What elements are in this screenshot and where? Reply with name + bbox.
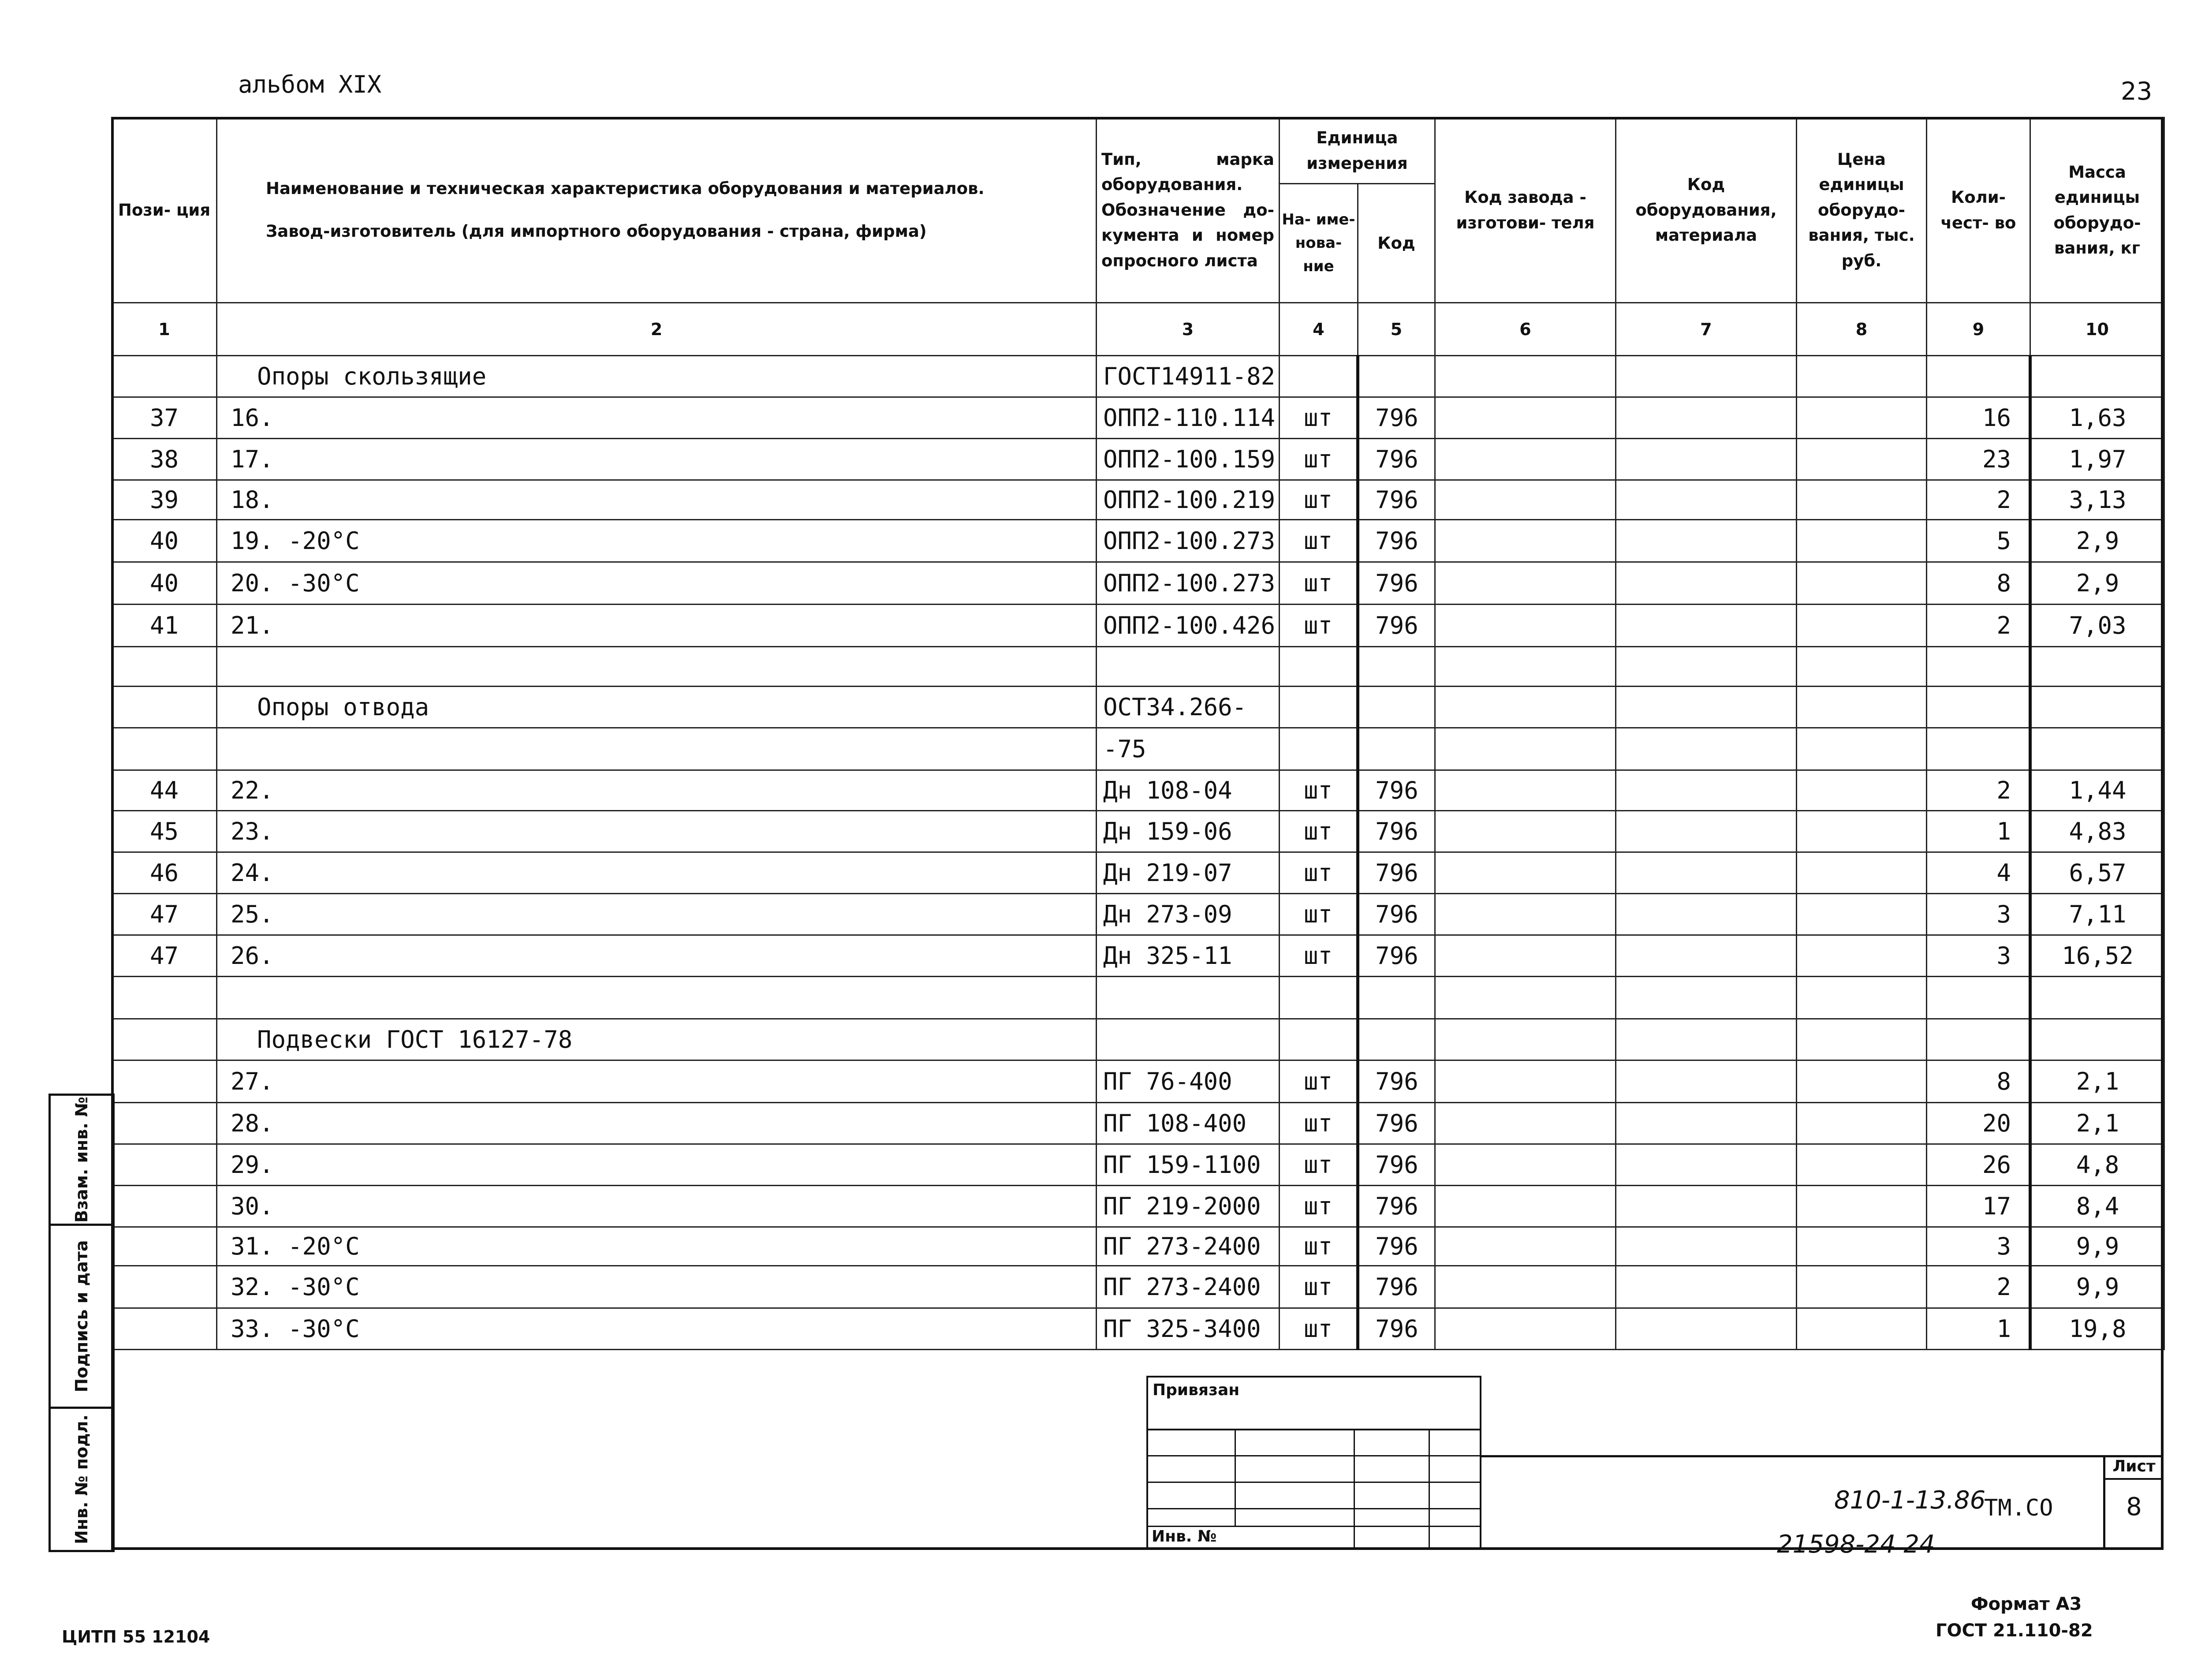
type-cell: Дн 273-09 bbox=[1097, 894, 1280, 935]
type-cell: ОПП2-100.426 bbox=[1097, 605, 1280, 647]
col-number: 9 bbox=[1927, 303, 2030, 356]
col6-header: Код завода - изготови- теля bbox=[1435, 118, 1616, 303]
unit-header: Единица измерения bbox=[1280, 118, 1435, 184]
mass-cell: 7,11 bbox=[2030, 894, 2164, 935]
unit-code-cell: 796 bbox=[1358, 520, 1435, 562]
type-cell: ПГ 76-400 bbox=[1097, 1060, 1280, 1103]
quantity-cell: 8 bbox=[1927, 1060, 2030, 1103]
position-cell: 40 bbox=[112, 520, 217, 562]
name-cell: 30. bbox=[217, 1186, 1097, 1227]
col-number: 5 bbox=[1358, 303, 1435, 356]
mass-cell: 1,63 bbox=[2030, 397, 2164, 439]
unit-name-cell: шт bbox=[1280, 811, 1358, 852]
name-cell: 17. bbox=[217, 439, 1097, 480]
unit-name-cell: шт bbox=[1280, 397, 1358, 439]
position-cell: 38 bbox=[112, 439, 217, 480]
page-number: 23 bbox=[2121, 77, 2153, 106]
page-frame bbox=[111, 117, 2164, 1550]
unit-code-cell: 796 bbox=[1358, 1103, 1435, 1144]
position-cell: 41 bbox=[112, 605, 217, 647]
document-code-suffix: ТМ.СО bbox=[1984, 1495, 2053, 1521]
album-label: альбом XIX bbox=[238, 71, 382, 98]
quantity-cell: 16 bbox=[1927, 397, 2030, 439]
quantity-cell: 1 bbox=[1927, 811, 2030, 852]
unit-name-cell: шт bbox=[1280, 1308, 1358, 1350]
mass-cell: 7,03 bbox=[2030, 605, 2164, 647]
quantity-cell: 5 bbox=[1927, 520, 2030, 562]
unit-name-cell: шт bbox=[1280, 439, 1358, 480]
mass-cell: 6,57 bbox=[2030, 852, 2164, 894]
name-cell: 29. bbox=[217, 1144, 1097, 1186]
binding-divider bbox=[1146, 1526, 1481, 1527]
unit-code-cell: 796 bbox=[1358, 1227, 1435, 1266]
mass-cell: 2,1 bbox=[2030, 1060, 2164, 1103]
col4-header: На- име- нова- ние bbox=[1280, 184, 1358, 303]
type-cell: ПГ 108-400 bbox=[1097, 1103, 1280, 1144]
name-cell: 22. bbox=[217, 770, 1097, 811]
binding-divider bbox=[1146, 1482, 1481, 1483]
quantity-cell: 2 bbox=[1927, 770, 2030, 811]
side-box-signature bbox=[49, 1224, 115, 1409]
unit-name-cell: шт bbox=[1280, 852, 1358, 894]
position-cell: 40 bbox=[112, 562, 217, 605]
unit-code-cell: 796 bbox=[1358, 1308, 1435, 1350]
name-cell: 24. bbox=[217, 852, 1097, 894]
unit-code-cell: 796 bbox=[1358, 1060, 1435, 1103]
unit-code-cell: 796 bbox=[1358, 894, 1435, 935]
col-number: 8 bbox=[1797, 303, 1927, 356]
type-cell: Дн 108-04 bbox=[1097, 770, 1280, 811]
name-cell: 18. bbox=[217, 480, 1097, 520]
col-number: 10 bbox=[2030, 303, 2164, 356]
quantity-cell: 26 bbox=[1927, 1144, 2030, 1186]
side-label-signature-date: Подпись и дата bbox=[72, 1240, 91, 1393]
type-cell: Дн 325-11 bbox=[1097, 935, 1280, 977]
unit-name-cell: шт bbox=[1280, 1060, 1358, 1103]
type-cell: ОПП2-100.273 bbox=[1097, 520, 1280, 562]
type-cell: ПГ 219-2000 bbox=[1097, 1186, 1280, 1227]
quantity-cell: 3 bbox=[1927, 1227, 2030, 1266]
name-cell: 21. bbox=[217, 605, 1097, 647]
col9-header: Коли- чест- во bbox=[1927, 118, 2030, 303]
mass-cell: 9,9 bbox=[2030, 1266, 2164, 1308]
unit-code-cell: 796 bbox=[1358, 1266, 1435, 1308]
type-cell: Дн 159-06 bbox=[1097, 811, 1280, 852]
name-cell: Опоры скользящие bbox=[217, 356, 1097, 397]
position-cell: 39 bbox=[112, 480, 217, 520]
mass-cell: 3,13 bbox=[2030, 480, 2164, 520]
unit-name-cell: шт bbox=[1280, 480, 1358, 520]
mass-cell: 16,52 bbox=[2030, 935, 2164, 977]
mass-cell: 2,1 bbox=[2030, 1103, 2164, 1144]
col10-header: Масса единицы оборудо- вания, кг bbox=[2030, 118, 2164, 303]
type-cell: ПГ 325-3400 bbox=[1097, 1308, 1280, 1350]
mass-cell: 1,97 bbox=[2030, 439, 2164, 480]
col-number: 3 bbox=[1097, 303, 1280, 356]
unit-name-cell: шт bbox=[1280, 894, 1358, 935]
position-cell: 47 bbox=[112, 935, 217, 977]
type-cell: ОПП2-100.159 bbox=[1097, 439, 1280, 480]
document-code-handwritten: 810-1-13.86 bbox=[1834, 1486, 1986, 1515]
col7-header: Код оборудования, материала bbox=[1616, 118, 1797, 303]
quantity-cell: 20 bbox=[1927, 1103, 2030, 1144]
mass-cell: 2,9 bbox=[2030, 520, 2164, 562]
type-cell: -75 bbox=[1097, 728, 1280, 770]
col8-header: Цена единицы оборудо- вания, тыс. руб. bbox=[1797, 118, 1927, 303]
col5-header: Код bbox=[1358, 184, 1435, 303]
col-number: 7 bbox=[1616, 303, 1797, 356]
mass-cell: 2,9 bbox=[2030, 562, 2164, 605]
unit-code-cell: 796 bbox=[1358, 770, 1435, 811]
name-cell: 20. -30°С bbox=[217, 562, 1097, 605]
name-cell: 28. bbox=[217, 1103, 1097, 1144]
position-cell: 47 bbox=[112, 894, 217, 935]
binding-divider bbox=[1146, 1508, 1481, 1509]
sheet-number: 8 bbox=[2126, 1493, 2142, 1521]
binding-frame bbox=[1146, 1376, 1481, 1550]
type-cell: ОПП2-100.273 bbox=[1097, 562, 1280, 605]
position-cell: 44 bbox=[112, 770, 217, 811]
col-number: 4 bbox=[1280, 303, 1358, 356]
col1-header: Пози- ция bbox=[112, 118, 217, 303]
unit-name-cell: шт bbox=[1280, 1227, 1358, 1266]
position-cell: 46 bbox=[112, 852, 217, 894]
name-cell: 26. bbox=[217, 935, 1097, 977]
unit-name-cell: шт bbox=[1280, 935, 1358, 977]
type-cell: ОПП2-100.219 bbox=[1097, 480, 1280, 520]
type-cell: Дн 219-07 bbox=[1097, 852, 1280, 894]
name-cell: Опоры отвода bbox=[217, 687, 1097, 728]
name-cell: Подвески ГОСТ 16127-78 bbox=[217, 1019, 1097, 1060]
name-cell: 25. bbox=[217, 894, 1097, 935]
unit-name-cell: шт bbox=[1280, 770, 1358, 811]
sheet-label: Лист bbox=[2105, 1457, 2163, 1480]
mass-cell: 19,8 bbox=[2030, 1308, 2164, 1350]
quantity-cell: 2 bbox=[1927, 480, 2030, 520]
name-cell: 19. -20°С bbox=[217, 520, 1097, 562]
binding-vline bbox=[1429, 1429, 1430, 1550]
mass-cell: 4,83 bbox=[2030, 811, 2164, 852]
footer-gost: ГОСТ 21.110-82 bbox=[1936, 1620, 2093, 1641]
name-cell: 32. -30°С bbox=[217, 1266, 1097, 1308]
unit-code-cell: 796 bbox=[1358, 605, 1435, 647]
unit-code-cell: 796 bbox=[1358, 1144, 1435, 1186]
name-cell: 31. -20°С bbox=[217, 1227, 1097, 1266]
binding-block bbox=[1146, 1376, 1481, 1550]
unit-code-cell: 796 bbox=[1358, 397, 1435, 439]
unit-code-cell: 796 bbox=[1358, 935, 1435, 977]
binding-divider bbox=[1146, 1429, 1481, 1430]
handwritten-number: 21598-24 24 bbox=[1777, 1530, 1935, 1559]
unit-name-cell: шт bbox=[1280, 1103, 1358, 1144]
name-cell: 23. bbox=[217, 811, 1097, 852]
name-cell: 27. bbox=[217, 1060, 1097, 1103]
col2-header-line2: Завод-изготовитель (для импортного оборудования - страна, фирма) bbox=[266, 221, 927, 241]
name-cell: 33. -30°С bbox=[217, 1308, 1097, 1350]
unit-code-cell: 796 bbox=[1358, 1186, 1435, 1227]
type-cell: ОСТ34.266- bbox=[1097, 687, 1280, 728]
type-cell: ГОСТ14911-82 bbox=[1097, 356, 1280, 397]
type-cell: ОПП2-110.114 bbox=[1097, 397, 1280, 439]
type-cell: ПГ 159-1100 bbox=[1097, 1144, 1280, 1186]
binding-vline bbox=[1354, 1429, 1355, 1550]
mass-cell: 9,9 bbox=[2030, 1227, 2164, 1266]
quantity-cell: 17 bbox=[1927, 1186, 2030, 1227]
position-cell: 37 bbox=[112, 397, 217, 439]
type-cell: ПГ 273-2400 bbox=[1097, 1266, 1280, 1308]
mass-cell: 8,4 bbox=[2030, 1186, 2164, 1227]
side-label-replace-inv: Взам. инв. № bbox=[72, 1097, 91, 1223]
col-number: 6 bbox=[1435, 303, 1616, 356]
unit-name-cell: шт bbox=[1280, 1144, 1358, 1186]
footer-format: Формат А3 bbox=[1971, 1594, 2082, 1614]
type-cell: ПГ 273-2400 bbox=[1097, 1227, 1280, 1266]
side-box-original-inv bbox=[49, 1407, 115, 1552]
binding-divider bbox=[1146, 1455, 1481, 1456]
col-number: 1 bbox=[112, 303, 217, 356]
quantity-cell: 8 bbox=[1927, 562, 2030, 605]
unit-code-cell: 796 bbox=[1358, 480, 1435, 520]
unit-name-cell: шт bbox=[1280, 1186, 1358, 1227]
unit-name-cell: шт bbox=[1280, 520, 1358, 562]
side-stamp bbox=[49, 1094, 115, 1552]
binding-vline bbox=[1235, 1429, 1236, 1526]
inv-number-label: Инв. № bbox=[1152, 1527, 1217, 1546]
quantity-cell: 1 bbox=[1927, 1308, 2030, 1350]
position-cell: 45 bbox=[112, 811, 217, 852]
side-label-original-inv: Инв. № подл. bbox=[72, 1414, 91, 1545]
unit-code-cell: 796 bbox=[1358, 439, 1435, 480]
quantity-cell: 3 bbox=[1927, 935, 2030, 977]
quantity-cell: 2 bbox=[1927, 605, 2030, 647]
side-box-replace bbox=[49, 1094, 115, 1226]
quantity-cell: 4 bbox=[1927, 852, 2030, 894]
quantity-cell: 3 bbox=[1927, 894, 2030, 935]
col-number: 2 bbox=[217, 303, 1097, 356]
col3-header: Тип, марка оборудования. Обозначение до- кумента и номер опросного листа bbox=[1097, 118, 1280, 303]
quantity-cell: 2 bbox=[1927, 1266, 2030, 1308]
col2-header-line1: Наименование и техническая характеристика оборудования и материалов. bbox=[266, 179, 985, 198]
mass-cell: 4,8 bbox=[2030, 1144, 2164, 1186]
unit-code-cell: 796 bbox=[1358, 852, 1435, 894]
unit-code-cell: 796 bbox=[1358, 562, 1435, 605]
unit-name-cell: шт bbox=[1280, 605, 1358, 647]
footer-left-code: ЦИТП 55 12104 bbox=[62, 1627, 210, 1646]
unit-code-cell: 796 bbox=[1358, 811, 1435, 852]
unit-name-cell: шт bbox=[1280, 1266, 1358, 1308]
name-cell: 16. bbox=[217, 397, 1097, 439]
mass-cell: 1,44 bbox=[2030, 770, 2164, 811]
unit-name-cell: шт bbox=[1280, 562, 1358, 605]
quantity-cell: 23 bbox=[1927, 439, 2030, 480]
binding-label: Привязан bbox=[1153, 1381, 1240, 1399]
